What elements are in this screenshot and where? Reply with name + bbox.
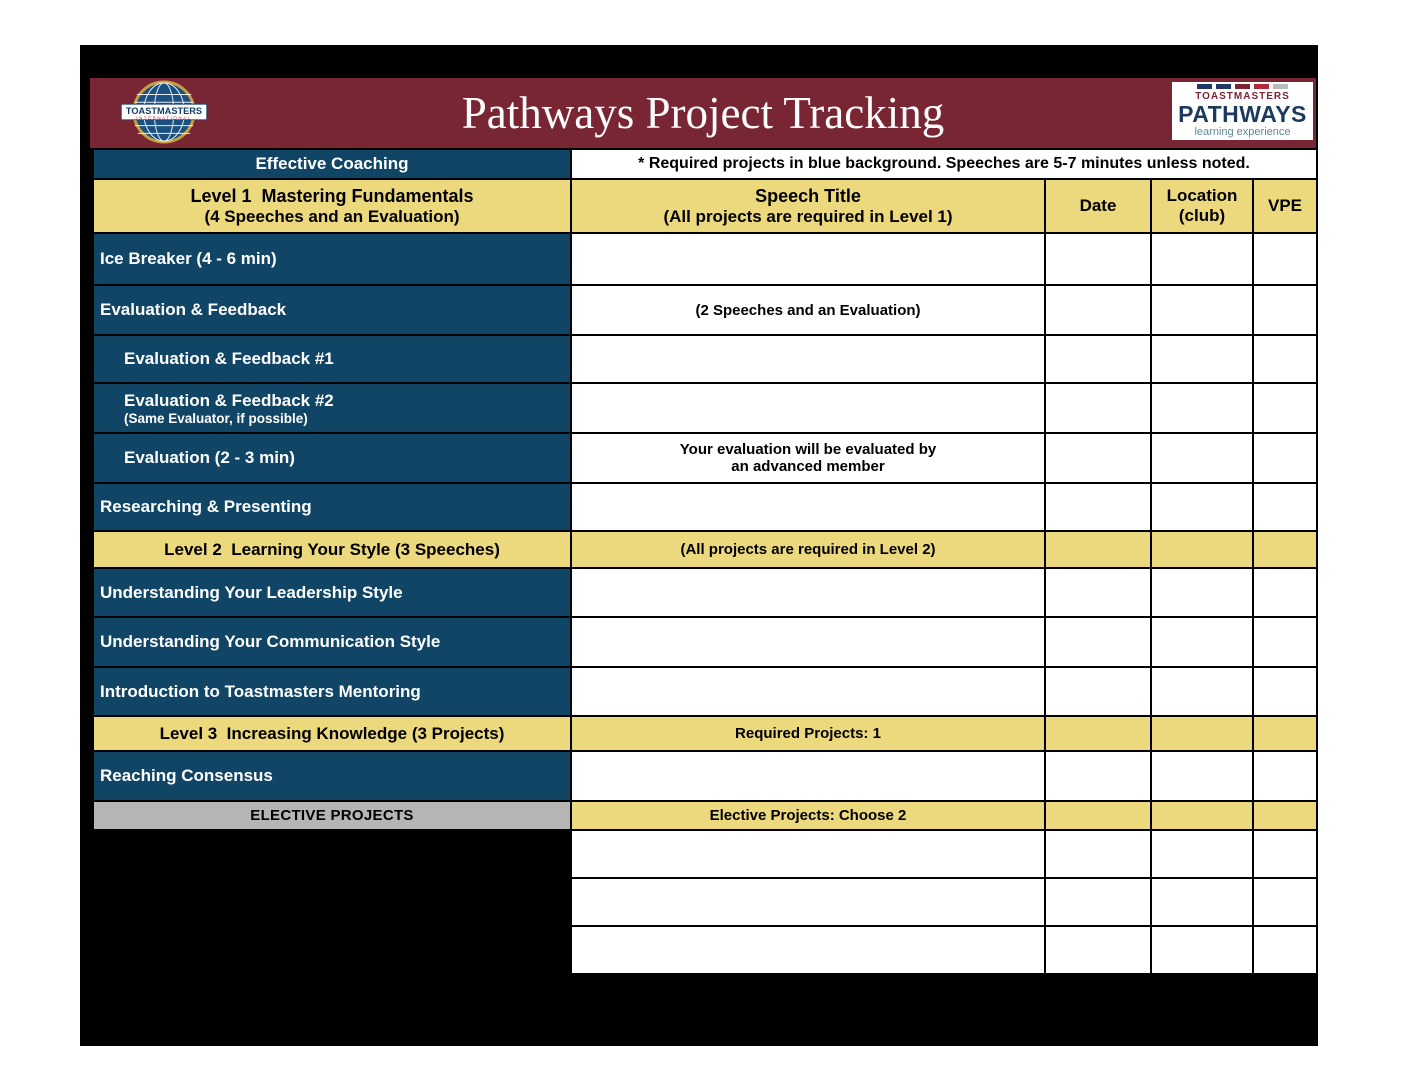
speech-title-header-line1: Speech Title: [755, 185, 861, 206]
date-cell: [1046, 927, 1150, 973]
project-sublabel: (Same Evaluator, if possible): [124, 410, 308, 426]
speech-title-cell: [572, 802, 1044, 829]
vpe-cell: [1254, 384, 1316, 432]
speech-title-cell: [572, 532, 1044, 567]
project-label: Introduction to Toastmasters Mentoring: [100, 681, 421, 701]
speech-title-cell: [572, 234, 1044, 284]
project-cell: [94, 752, 570, 800]
void-cell: [94, 879, 570, 925]
svg-text:INTERNATIONAL: INTERNATIONAL: [136, 115, 192, 121]
vpe-cell: [1254, 927, 1316, 973]
location-cell: [1152, 234, 1252, 284]
vpe-cell: [1254, 286, 1316, 334]
location-cell: [1152, 831, 1252, 877]
location-cell: [1152, 618, 1252, 666]
location-cell: [1152, 879, 1252, 925]
speech-note-line: Your evaluation will be evaluated by: [679, 441, 937, 458]
vpe-cell: [1254, 879, 1316, 925]
dash-icon: [1273, 84, 1288, 89]
title-banner: [90, 78, 1316, 148]
date-cell: [1046, 234, 1150, 284]
vpe-cell: [1254, 569, 1316, 616]
speech-title-cell: [572, 434, 1044, 482]
location-cell: [1152, 286, 1252, 334]
location-header-cell: [1152, 180, 1252, 232]
speech-title-header-line2: (All projects are required in Level 1): [663, 206, 953, 226]
date-cell: [1046, 384, 1150, 432]
pathways-logo-dashes: [1197, 84, 1288, 89]
pathways-logo-tagline: learning experience: [1194, 126, 1291, 139]
project-label: Reaching Consensus: [100, 766, 273, 785]
dash-icon: [1254, 84, 1269, 89]
date-cell: [1046, 717, 1150, 750]
void-cell: [94, 927, 570, 973]
date-cell: [1046, 668, 1150, 715]
vpe-cell: [1254, 434, 1316, 482]
vpe-cell: [1254, 752, 1316, 800]
dash-icon: [1197, 84, 1212, 89]
project-label: Evaluation & Feedback: [100, 300, 287, 319]
location-header-line2: (club): [1178, 206, 1226, 225]
slide-background: [80, 45, 1318, 1046]
vpe-cell: [1254, 234, 1316, 284]
date-cell: [1046, 484, 1150, 530]
speech-title-cell: [572, 668, 1044, 715]
svg-text:TOASTMASTERS: TOASTMASTERS: [125, 105, 203, 116]
location-cell: [1152, 752, 1252, 800]
speech-note-line: (All projects are required in Level 2): [680, 541, 936, 558]
project-cell: [94, 484, 570, 530]
location-cell: [1152, 336, 1252, 382]
vpe-header-label: VPE: [1267, 196, 1303, 215]
project-label: Understanding Your Leadership Style: [100, 582, 403, 602]
location-cell: [1152, 802, 1252, 829]
location-header-line1: Location: [1166, 186, 1238, 205]
speech-title-cell: [572, 752, 1044, 800]
date-cell: [1046, 434, 1150, 482]
speech-title-cell: [572, 569, 1044, 616]
date-header-label: Date: [1079, 196, 1117, 215]
tracking-table: [92, 148, 1318, 975]
vpe-cell: [1254, 831, 1316, 877]
vpe-header-cell: [1254, 180, 1316, 232]
level1-header-line1: Level 1 Mastering Fundamentals: [190, 185, 474, 206]
date-header-cell: [1046, 180, 1150, 232]
location-cell: [1152, 384, 1252, 432]
path-name-cell: Effective Coaching: [94, 150, 570, 178]
location-cell: [1152, 569, 1252, 616]
vpe-cell: [1254, 668, 1316, 715]
speech-note-line: Required Projects: 1: [735, 725, 881, 742]
vpe-cell: [1254, 802, 1316, 829]
elective-header-cell: ELECTIVE PROJECTS: [94, 802, 570, 829]
date-cell: [1046, 752, 1150, 800]
level-header-cell: Level 2 Learning Your Style (3 Speeches): [94, 532, 570, 567]
project-cell: [94, 434, 570, 482]
project-cell: [94, 234, 570, 284]
speech-title-cell: [572, 384, 1044, 432]
dash-icon: [1216, 84, 1231, 89]
void-cell: [94, 831, 570, 877]
project-cell: [94, 618, 570, 666]
pathways-logo: [1172, 82, 1313, 140]
speech-title-cell: [572, 831, 1044, 877]
project-label: Evaluation & Feedback #1: [124, 349, 334, 368]
level-header-cell: Level 3 Increasing Knowledge (3 Projects): [94, 717, 570, 750]
speech-note-line: an advanced member: [731, 458, 885, 475]
pathways-logo-name: PATHWAYS: [1178, 100, 1307, 127]
vpe-cell: [1254, 484, 1316, 530]
date-cell: [1046, 336, 1150, 382]
location-cell: [1152, 668, 1252, 715]
required-note-cell: * Required projects in blue background. Speeches are 5-7 minutes unless noted.: [572, 150, 1316, 178]
location-cell: [1152, 717, 1252, 750]
page-title: Pathways Project Tracking: [461, 88, 945, 138]
speech-title-cell: [572, 286, 1044, 334]
level1-header-cell: [94, 180, 570, 232]
speech-title-cell: [572, 336, 1044, 382]
location-cell: [1152, 927, 1252, 973]
project-label: Researching & Presenting: [100, 497, 312, 516]
location-cell: [1152, 532, 1252, 567]
project-label: Evaluation & Feedback #2: [124, 390, 334, 410]
level1-header-line2: (4 Speeches and an Evaluation): [204, 206, 460, 226]
location-cell: [1152, 484, 1252, 530]
vpe-cell: [1254, 717, 1316, 750]
speech-title-cell: [572, 879, 1044, 925]
speech-title-cell: [572, 717, 1044, 750]
vpe-cell: [1254, 532, 1316, 567]
project-cell: [94, 569, 570, 616]
project-cell: [94, 668, 570, 715]
vpe-cell: [1254, 336, 1316, 382]
speech-title-cell: [572, 484, 1044, 530]
speech-title-header-cell: [572, 180, 1044, 232]
dash-icon: [1235, 84, 1250, 89]
speech-note-line: (2 Speeches and an Evaluation): [695, 301, 921, 319]
date-cell: [1046, 802, 1150, 829]
project-cell: [94, 384, 570, 432]
date-cell: [1046, 569, 1150, 616]
project-label: Evaluation (2 - 3 min): [124, 448, 295, 467]
date-cell: [1046, 286, 1150, 334]
vpe-cell: [1254, 618, 1316, 666]
date-cell: [1046, 618, 1150, 666]
project-label: Understanding Your Communication Style: [100, 632, 441, 651]
speech-title-cell: [572, 927, 1044, 973]
date-cell: [1046, 831, 1150, 877]
location-cell: [1152, 434, 1252, 482]
date-cell: [1046, 532, 1150, 567]
project-cell: [94, 286, 570, 334]
date-cell: [1046, 879, 1150, 925]
project-cell: [94, 336, 570, 382]
speech-title-cell: [572, 618, 1044, 666]
speech-note-line: Elective Projects: Choose 2: [709, 807, 907, 824]
project-label: Ice Breaker (4 - 6 min): [100, 249, 277, 268]
pathways-logo-brand: TOASTMASTERS: [1195, 90, 1290, 102]
